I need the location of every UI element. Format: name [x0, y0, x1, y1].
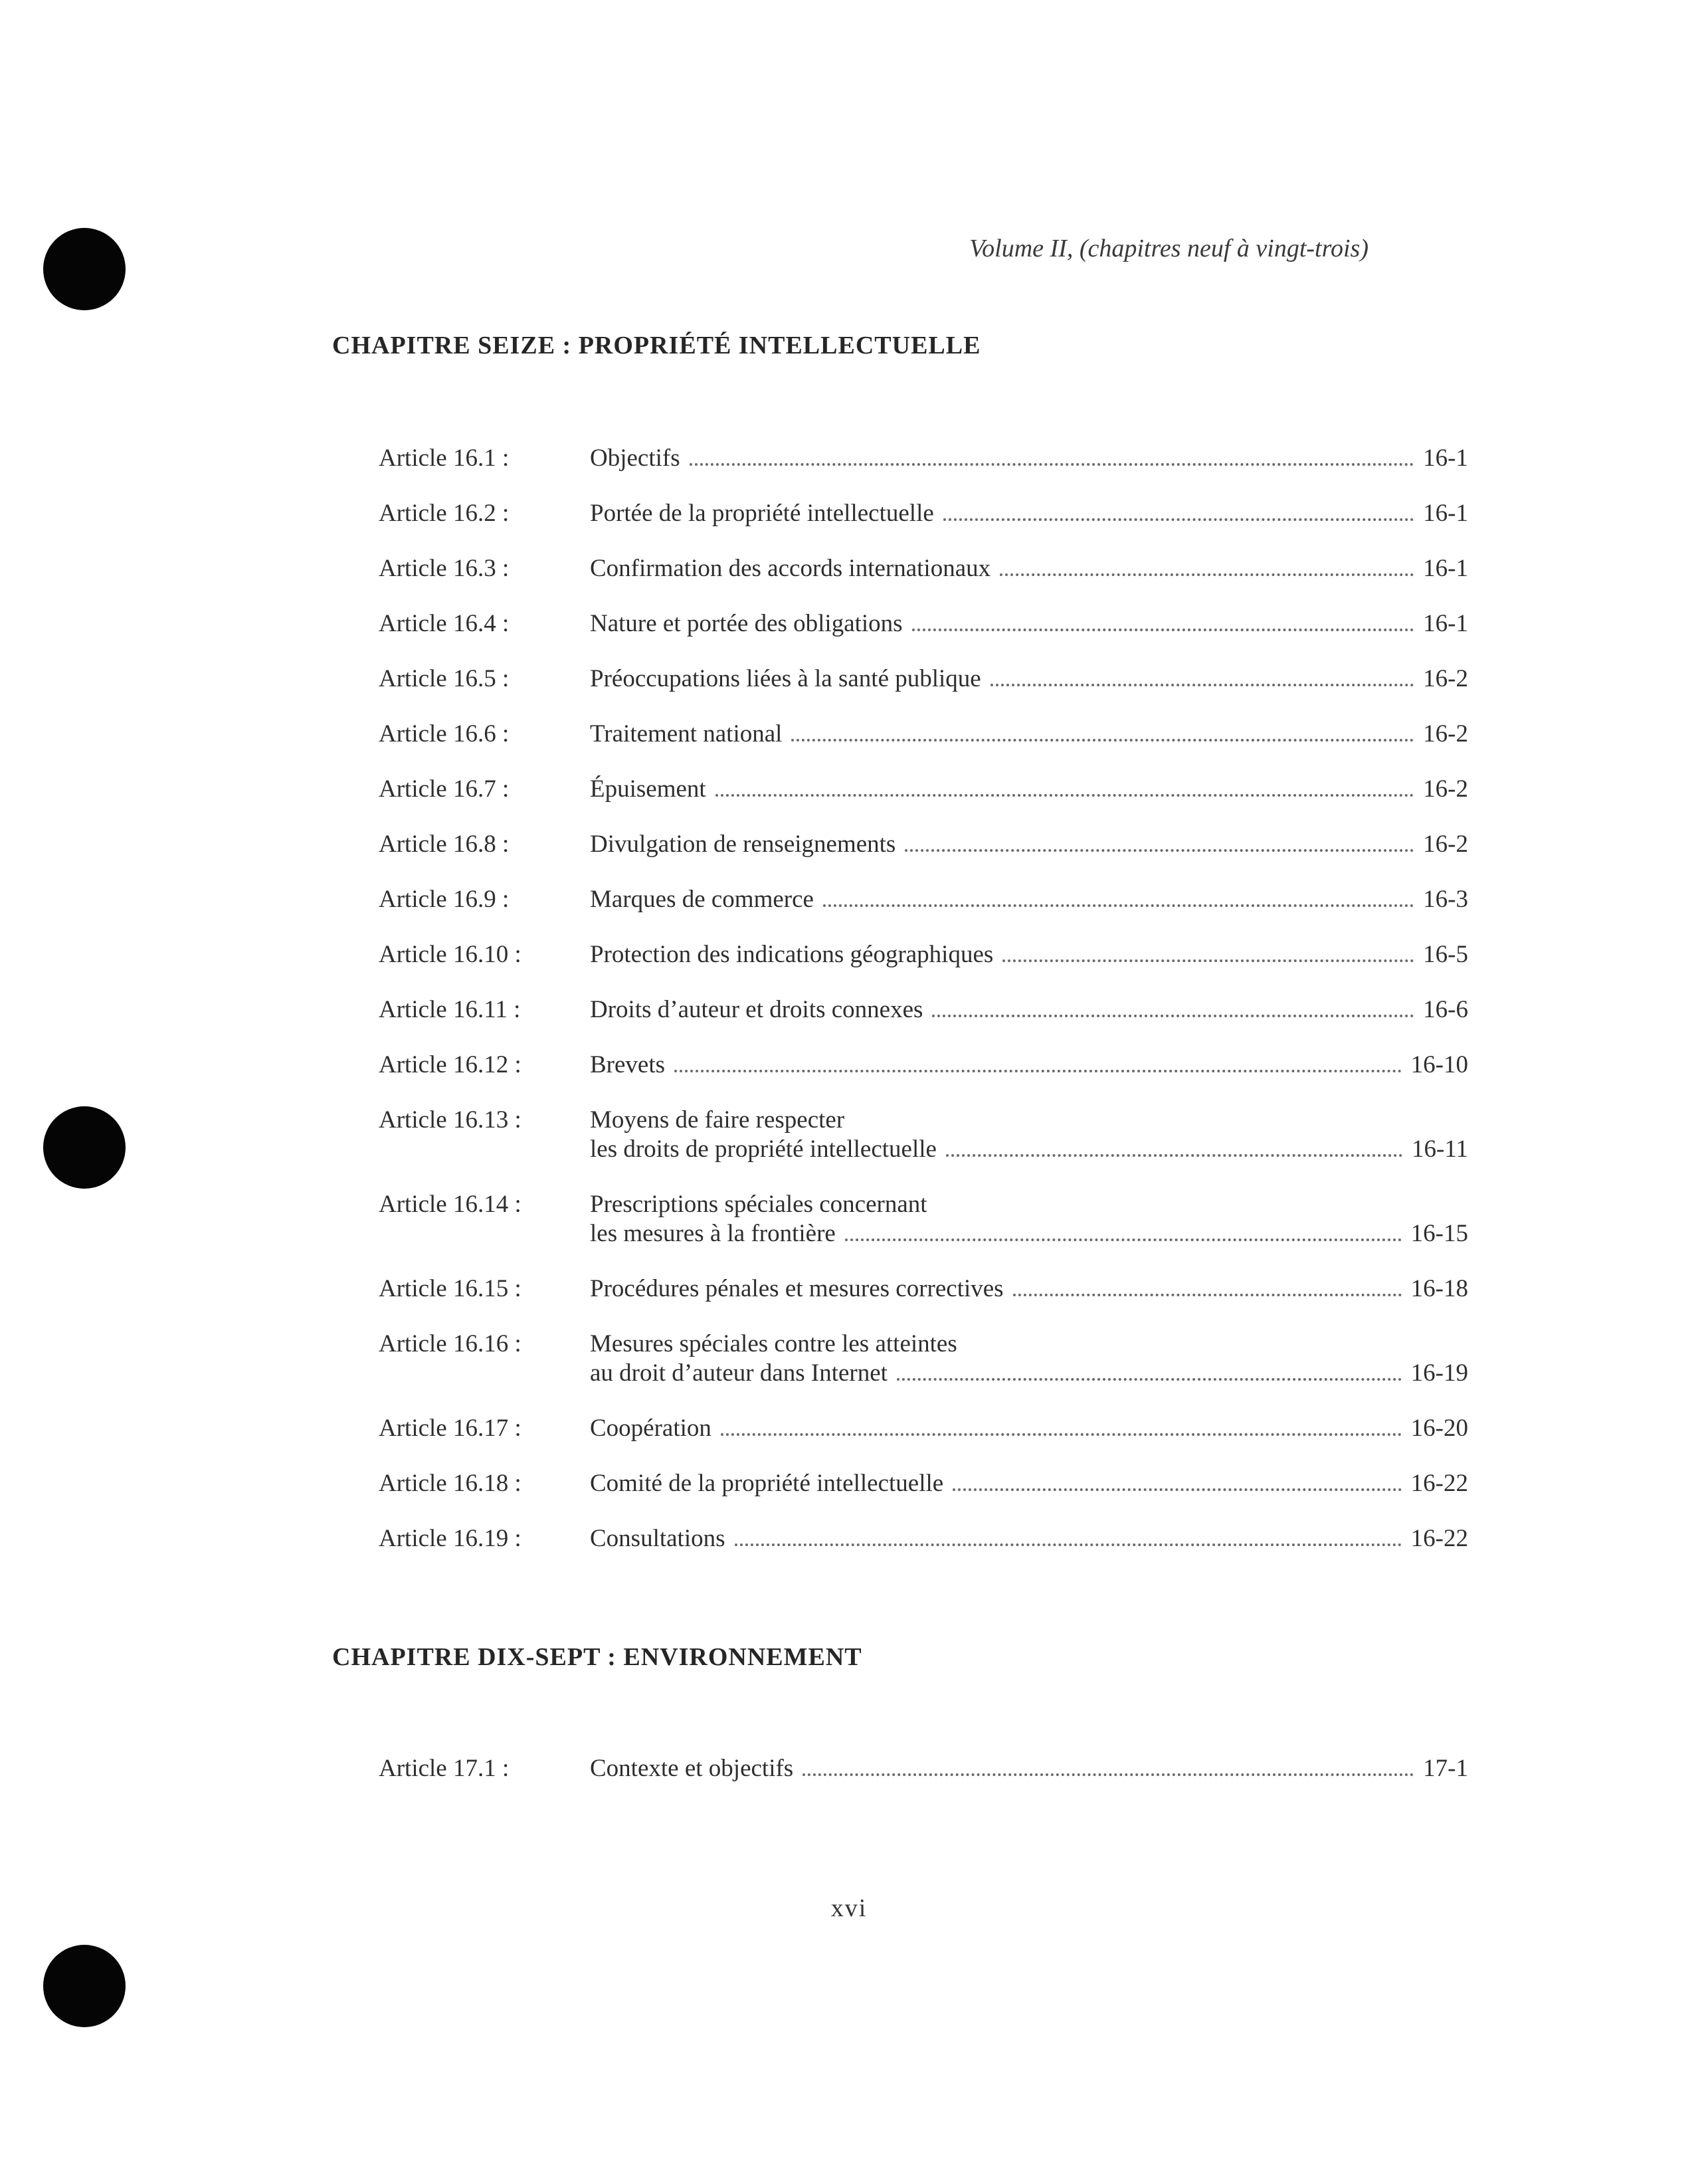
page-reference: 16-18	[1410, 1275, 1468, 1302]
page-reference: 16-1	[1423, 555, 1468, 582]
article-number: Article 16.5 :	[379, 665, 510, 692]
toc-entry	[379, 609, 1468, 639]
running-header: Volume II, (chapitres neuf à vingt-trois)	[969, 235, 1368, 262]
entry-title: Nature et portée des obligations	[590, 610, 903, 637]
toc-entry	[379, 1754, 1468, 1783]
chapter-title: CHAPITRE DIX-SEPT : ENVIRONNEMENT	[332, 1643, 862, 1671]
entry-title: les mesures à la frontière	[590, 1220, 836, 1247]
toc-entry	[379, 1330, 1468, 1388]
entry-title-block	[590, 1274, 1468, 1304]
entry-title-block	[590, 444, 1468, 473]
binder-hole	[43, 1106, 126, 1189]
article-number: Article 16.9 :	[379, 886, 510, 913]
article-number: Article 16.19 :	[379, 1525, 521, 1552]
dot-leader	[912, 629, 1414, 631]
toc-entry	[379, 830, 1468, 859]
article-number: Article 16.10 :	[379, 941, 521, 968]
toc-entry	[379, 775, 1468, 804]
dot-leader	[715, 794, 1414, 797]
article-number: Article 16.4 :	[379, 610, 510, 637]
toc-entry	[379, 1106, 1468, 1164]
page-reference: 16-20	[1410, 1415, 1468, 1442]
dot-leader	[735, 1543, 1402, 1546]
entry-title: Comité de la propriété intellectuelle	[590, 1470, 944, 1497]
toc-entry	[379, 1190, 1468, 1248]
dot-leader	[802, 1773, 1414, 1776]
entry-title: Objectifs	[590, 445, 680, 472]
page-reference: 16-15	[1410, 1220, 1468, 1247]
article-number: Article 16.13 :	[379, 1106, 521, 1134]
binder-hole	[43, 228, 126, 310]
toc-entry	[379, 940, 1468, 969]
dot-leader	[932, 1015, 1414, 1017]
entry-title-block	[590, 1190, 1468, 1248]
dot-leader	[823, 904, 1414, 907]
toc-entry	[379, 1414, 1468, 1443]
entry-title: les droits de propriété intellectuelle	[590, 1136, 937, 1163]
entry-title: Marques de commerce	[590, 886, 814, 913]
entry-title: Portée de la propriété intellectuelle	[590, 500, 934, 527]
article-number: Article 16.18 :	[379, 1470, 521, 1497]
page-reference: 16-19	[1410, 1359, 1468, 1387]
dot-leader	[905, 849, 1414, 852]
entry-title: Brevets	[590, 1051, 666, 1078]
entry-title: Traitement national	[590, 720, 783, 747]
dot-leader	[943, 518, 1414, 521]
entry-title: Épuisement	[590, 775, 706, 803]
page-reference: 16-3	[1423, 886, 1468, 913]
dot-leader	[721, 1433, 1402, 1436]
toc-entry	[379, 885, 1468, 914]
toc-entry	[379, 554, 1468, 583]
page-reference: 16-2	[1423, 665, 1468, 692]
entry-title-block	[590, 1754, 1468, 1783]
article-number: Article 16.8 :	[379, 831, 510, 858]
entry-title: Droits d’auteur et droits connexes	[590, 996, 923, 1023]
toc-entry	[379, 1050, 1468, 1080]
toc-entry	[379, 720, 1468, 749]
entry-title: Contexte et objectifs	[590, 1755, 794, 1782]
entry-title-block	[590, 1050, 1468, 1080]
entry-title-block	[590, 1330, 1468, 1388]
entry-title-block	[590, 1524, 1468, 1553]
entry-title: Coopération	[590, 1415, 711, 1442]
dot-leader	[1013, 1294, 1402, 1296]
toc-entry	[379, 664, 1468, 694]
page-reference: 16-1	[1423, 445, 1468, 472]
entry-title-block	[590, 885, 1468, 914]
article-number: Article 16.1 :	[379, 445, 510, 472]
entry-title-block	[590, 720, 1468, 749]
article-number: Article 16.17 :	[379, 1415, 521, 1442]
article-number: Article 16.12 :	[379, 1051, 521, 1078]
article-number: Article 16.15 :	[379, 1275, 521, 1302]
page-reference: 16-11	[1412, 1136, 1468, 1163]
entry-title: Consultations	[590, 1525, 725, 1552]
entry-title-block	[590, 995, 1468, 1025]
page-reference: 16-2	[1423, 775, 1468, 803]
toc-entry	[379, 1274, 1468, 1304]
entry-title-block	[590, 940, 1468, 969]
article-number: Article 16.3 :	[379, 555, 510, 582]
dot-leader	[791, 739, 1414, 742]
article-number: Article 16.7 :	[379, 775, 510, 803]
article-number: Article 16.11 :	[379, 996, 521, 1023]
entry-title-block	[590, 664, 1468, 694]
entry-title-block	[590, 775, 1468, 804]
page-reference: 16-1	[1423, 500, 1468, 527]
toc-entry	[379, 1469, 1468, 1498]
page-reference: 16-22	[1410, 1525, 1468, 1552]
article-number: Article 16.14 :	[379, 1191, 521, 1218]
page-reference: 17-1	[1423, 1755, 1468, 1782]
dot-leader	[674, 1070, 1402, 1072]
entry-title: Mesures spéciales contre les atteintes	[590, 1330, 957, 1357]
page-reference: 16-1	[1423, 610, 1468, 637]
entry-title: Confirmation des accords internationaux	[590, 555, 991, 582]
dot-leader	[953, 1488, 1401, 1491]
entry-title-block	[590, 1469, 1468, 1498]
entry-title-block	[590, 609, 1468, 639]
article-number: Article 16.16 :	[379, 1330, 521, 1357]
entry-title: Protection des indications géographiques	[590, 941, 994, 968]
toc-entry	[379, 444, 1468, 473]
entry-title-block	[590, 830, 1468, 859]
dot-leader	[897, 1378, 1402, 1381]
entry-title: Divulgation de renseignements	[590, 831, 896, 858]
toc-list	[379, 444, 1468, 1553]
toc-entry	[379, 1524, 1468, 1553]
page-reference: 16-2	[1423, 831, 1468, 858]
dot-leader	[946, 1154, 1402, 1157]
dot-leader	[1000, 573, 1414, 576]
article-number: Article 17.1 :	[379, 1755, 510, 1782]
entry-title: au droit d’auteur dans Internet	[590, 1359, 888, 1387]
toc-entry	[379, 499, 1468, 528]
page-reference: 16-2	[1423, 720, 1468, 747]
binder-hole	[43, 1945, 126, 2027]
entry-title-block	[590, 499, 1468, 528]
page-number: xvi	[830, 1894, 868, 1922]
dot-leader	[1002, 959, 1414, 962]
page-reference: 16-6	[1423, 996, 1468, 1023]
dot-leader	[845, 1239, 1402, 1241]
article-number: Article 16.2 :	[379, 500, 510, 527]
page-reference: 16-22	[1410, 1470, 1468, 1497]
toc-entry	[379, 995, 1468, 1025]
entry-title: Préoccupations liées à la santé publique	[590, 665, 981, 692]
entry-title: Prescriptions spéciales concernant	[590, 1191, 927, 1218]
page-reference: 16-10	[1410, 1051, 1468, 1078]
entry-title-block	[590, 1106, 1468, 1164]
dot-leader	[690, 463, 1414, 466]
entry-title: Moyens de faire respecter	[590, 1106, 845, 1134]
page-reference: 16-5	[1423, 941, 1468, 968]
article-number: Article 16.6 :	[379, 720, 510, 747]
dot-leader	[991, 684, 1414, 686]
entry-title: Procédures pénales et mesures correctives	[590, 1275, 1004, 1302]
chapter-title: CHAPITRE SEIZE : PROPRIÉTÉ INTELLECTUELLE	[332, 332, 981, 359]
toc-list	[379, 1754, 1468, 1783]
entry-title-block	[590, 554, 1468, 583]
entry-title-block	[590, 1414, 1468, 1443]
